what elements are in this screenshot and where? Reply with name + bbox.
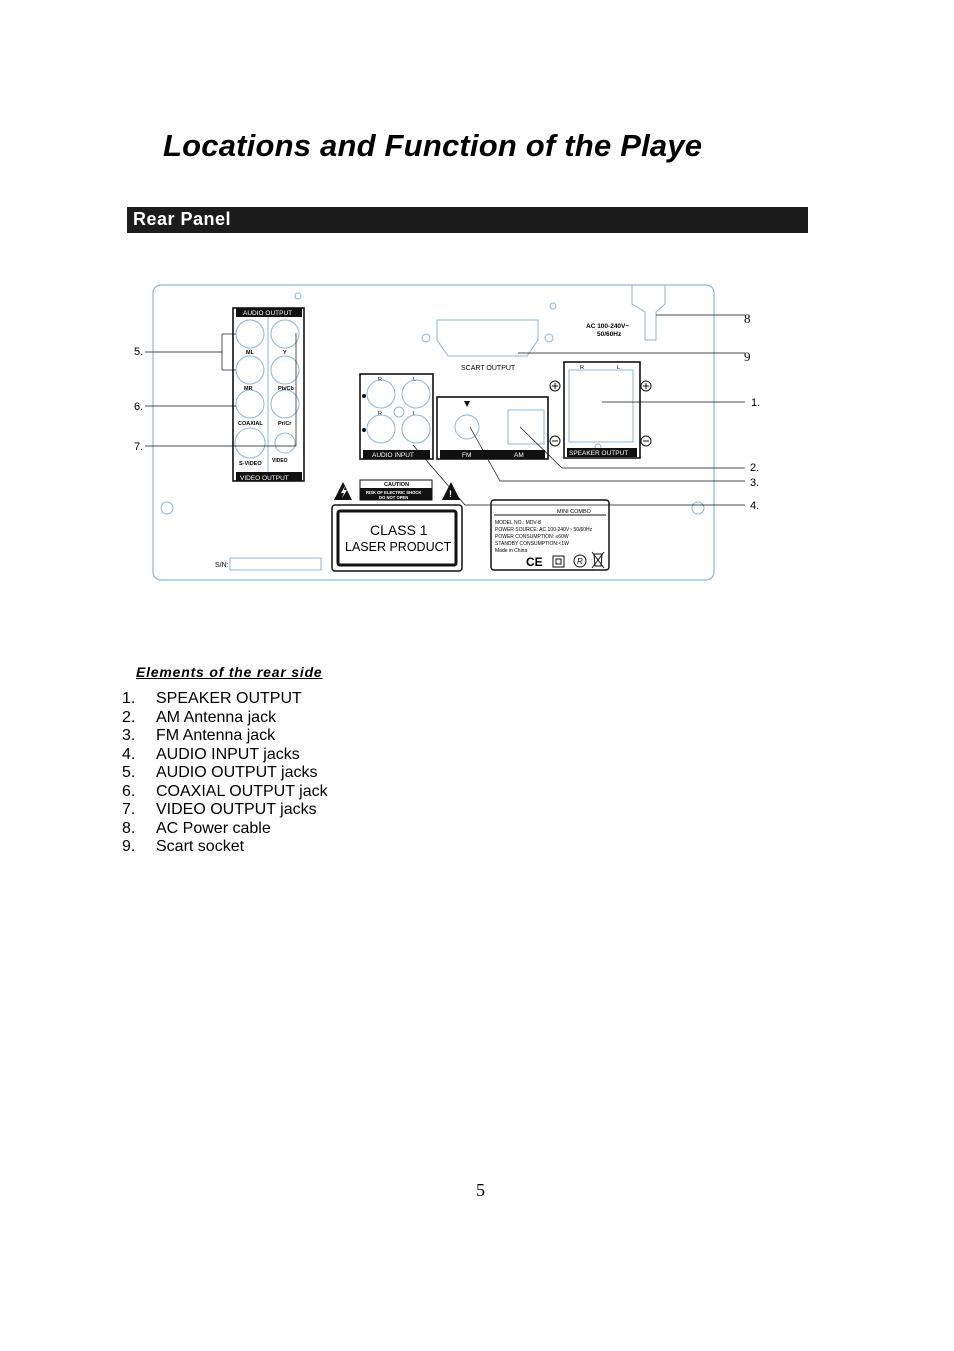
callout-9: 9 [744, 349, 751, 364]
svg-text:L: L [617, 365, 621, 371]
audio-output-label: AUDIO OUTPUT [243, 310, 293, 317]
screw-top [295, 293, 301, 299]
list-item: 9. Scart socket [122, 838, 245, 855]
svg-text:R: R [580, 365, 584, 371]
am-terminal [508, 410, 544, 444]
list-item: 6. COAXIAL OUTPUT jack [122, 782, 328, 800]
screw-top2 [550, 303, 556, 309]
ac-cable-shape [632, 285, 665, 340]
mr-label: MR [244, 386, 253, 392]
list-item: 2. AM Antenna jack [122, 708, 277, 726]
mount-hole-left [161, 502, 173, 514]
laser-label-outer [332, 505, 462, 571]
fm-label: FM [462, 452, 472, 459]
speaker-output-block [564, 362, 640, 458]
mount-hole-right [692, 502, 704, 514]
minus-icon-right [641, 436, 651, 446]
callout-7: 7. [134, 441, 144, 453]
svg-text:L: L [413, 377, 417, 383]
weee-bin-icon [592, 552, 604, 568]
power-consumption-text: POWER CONSUMPTION: ≤60W [495, 534, 569, 540]
callout-4: 4. [750, 500, 760, 512]
video-label: VIDEO [272, 458, 288, 464]
audio-in-jack-3 [367, 415, 395, 443]
callout-6: 6. [134, 401, 144, 413]
power-source-text: POWER SOURCE: AC 100-240V~ 50/60Hz [495, 527, 593, 533]
antenna-block [437, 397, 548, 459]
svg-text:L: L [413, 411, 417, 417]
svg-text:R: R [378, 411, 382, 417]
section-header-label: Rear Panel [133, 209, 232, 229]
mini-combo-text: MINI COMBO [557, 509, 591, 515]
sn-label: S/N: [215, 562, 229, 569]
page-number: 5 [476, 1180, 485, 1200]
made-in-text: Made in China [495, 548, 528, 554]
speaker-output-label: SPEAKER OUTPUT [569, 450, 629, 457]
ce-mark-icon: CE [526, 555, 543, 569]
audio-input-label: AUDIO INPUT [372, 452, 414, 459]
ac-rating-line1: AC 100-240V~ [586, 323, 630, 330]
svg-text:R: R [577, 557, 583, 566]
plus-icon-right [641, 381, 651, 391]
caution-line1: RISK OF ELECTRIC SHOCK [366, 490, 422, 495]
list-item: 7. VIDEO OUTPUT jacks [122, 801, 317, 818]
standby-text: STANDBY CONSUMPTION:<1W [495, 541, 569, 547]
class1-text: CLASS 1 [370, 522, 428, 538]
plus-icon-left [550, 381, 560, 391]
y-label: Y [283, 350, 287, 356]
s-video-label: S-VIDEO [239, 461, 262, 467]
callout-1: 1. [751, 397, 761, 409]
minus-icon-left [550, 436, 560, 446]
callout-8: 8 [744, 311, 751, 326]
caution-line2: DO NOT OPEN [379, 495, 409, 500]
laser-label-inner [338, 511, 456, 565]
callout-5: 5. [134, 346, 144, 358]
pr-label: Pr/Cr [278, 421, 292, 427]
ac-rating-line2: 50/60Hz [597, 331, 622, 338]
caution-title: CAUTION [384, 482, 410, 488]
section-header-bar [127, 207, 808, 233]
audio-in-jack-1 [367, 380, 395, 408]
scart-output-label: SCART OUTPUT [461, 365, 516, 372]
pb-label: Pb/Cb [278, 386, 294, 392]
audio-in-jack-4 [402, 415, 430, 443]
list-item: 4. AUDIO INPUT jacks [122, 745, 300, 763]
list-item: 1. SPEAKER OUTPUT [122, 690, 302, 707]
video-output-label: VIDEO OUTPUT [240, 475, 289, 482]
coaxial-label: COAXIAL [238, 421, 263, 427]
svg-text:!: ! [449, 489, 452, 499]
audio-in-jack-2 [402, 380, 430, 408]
double-insulation-icon [553, 556, 564, 567]
sn-box [230, 558, 321, 570]
speaker-terminal [569, 370, 633, 442]
elements-heading: Elements of the rear side [136, 664, 323, 680]
laser-product-text: LASER PRODUCT [345, 540, 452, 554]
callout-3: 3. [750, 477, 760, 489]
callout-2: 2. [750, 462, 760, 474]
scart-socket [437, 320, 538, 356]
elements-list [122, 690, 328, 857]
page-title: Locations and Function of the Playe [163, 128, 703, 163]
fm-jack [455, 415, 479, 439]
list-item: 8. AC Power cable [122, 819, 271, 837]
svg-text:R: R [378, 377, 382, 383]
model-text: MODEL NO.: MDV-8 [495, 520, 541, 526]
ml-label: ML [246, 350, 254, 356]
rear-panel-diagram [0, 270, 954, 590]
list-item: 5. AUDIO OUTPUT jacks [122, 764, 318, 781]
list-item: 3. FM Antenna jack [122, 727, 276, 744]
am-label: AM [514, 452, 524, 459]
